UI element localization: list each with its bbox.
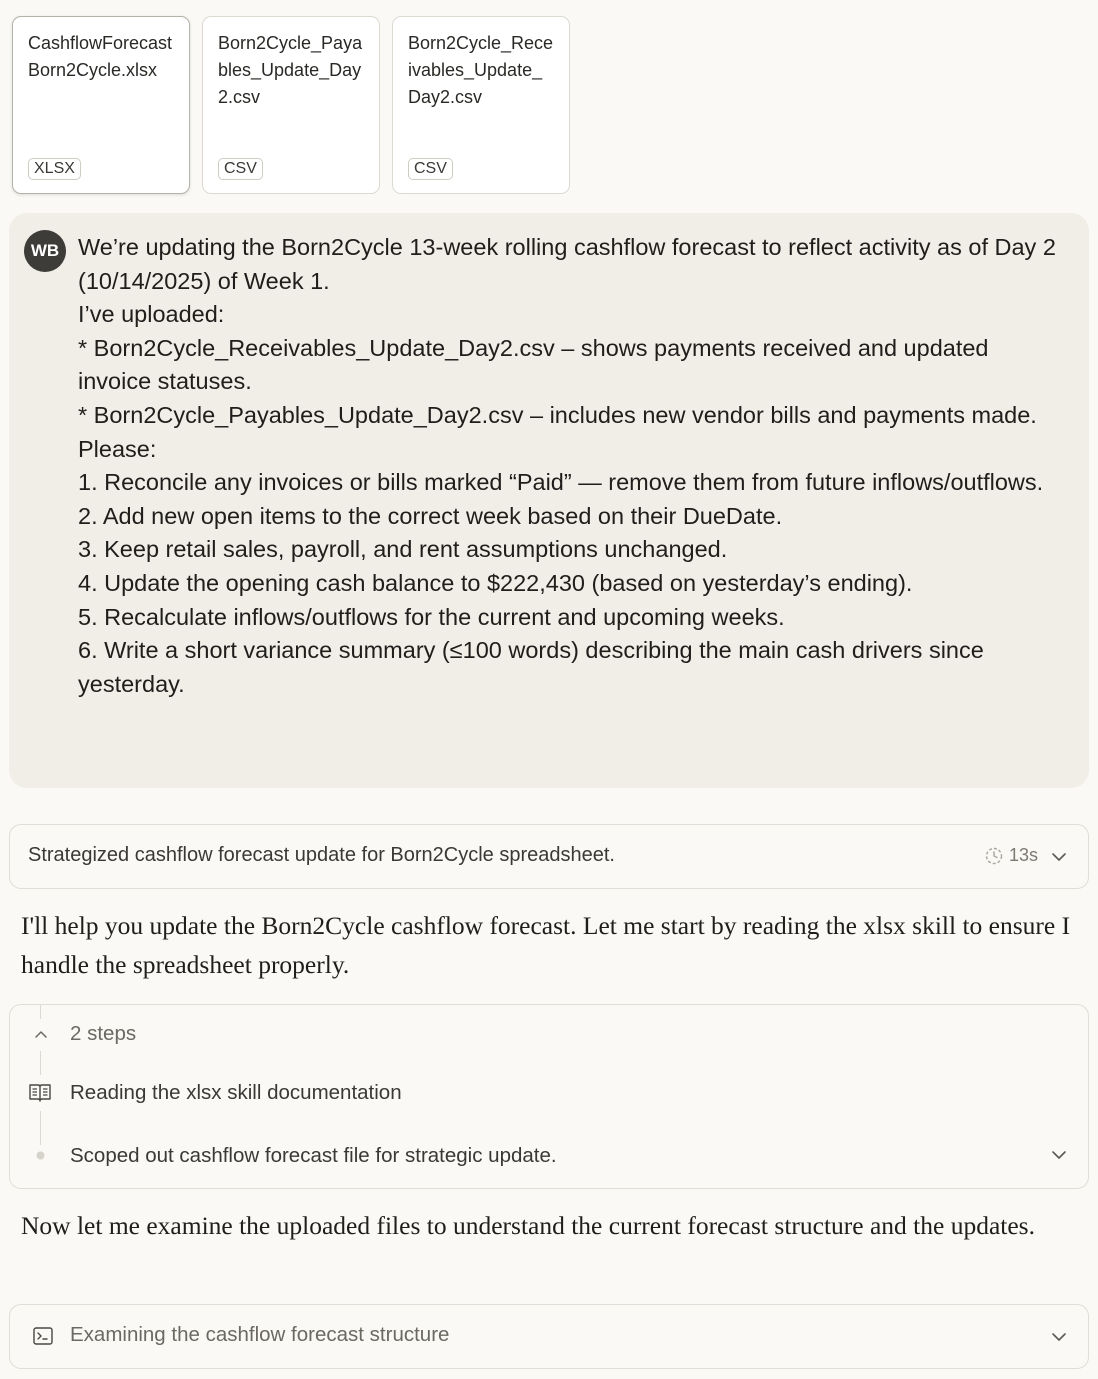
message-line: I’ve uploaded: xyxy=(78,301,225,328)
message-line: 3. Keep retail sales, payroll, and rent assumptions unchanged. xyxy=(78,536,728,563)
file-name: Born2Cycle_Receivables_Update_Day2.csv xyxy=(408,33,554,107)
file-card-xlsx[interactable] xyxy=(12,16,190,194)
file-name: Born2Cycle_Payables_Update_Day2.csv xyxy=(218,33,363,107)
timeline-rail xyxy=(40,1111,41,1145)
message-line: 1. Reconcile any invoices or bills marked “Paid” — remove them from future inflows/outflows. xyxy=(78,469,1044,496)
message-line: 4. Update the opening cash balance to $222,430 (based on yesterday’s ending). xyxy=(78,569,913,596)
thinking-label: Strategized cashflow forecast update for Born2Cycle spreadsheet. xyxy=(28,844,615,866)
message-line: 5. Recalculate inflows/outflows for the current and upcoming weeks. xyxy=(78,603,785,630)
chevron-up-icon[interactable] xyxy=(32,1026,50,1044)
step-scoped-file: Scoped out cashflow forecast file for strategic update. xyxy=(70,1144,557,1167)
clock-icon xyxy=(985,847,1003,865)
tool-call-panel[interactable] xyxy=(9,1304,1089,1369)
avatar: WB xyxy=(24,230,66,272)
message-line: * Born2Cycle_Receivables_Update_Day2.csv – shows payments received and updated invoice statuses. xyxy=(78,334,989,395)
terminal-icon xyxy=(33,1327,53,1345)
message-line: Please: xyxy=(78,435,157,462)
file-type-badge: CSV xyxy=(218,158,263,180)
file-type-badge: XLSX xyxy=(28,158,81,180)
assistant-paragraph: I'll help you update the Born2Cycle cashflow forecast. Let me start by reading the xlsx skill to ensure I handle the spreadsheet properly. xyxy=(21,911,1071,979)
file-name: CashflowForecast Born2Cycle.xlsx xyxy=(28,33,173,80)
book-icon xyxy=(28,1083,52,1103)
user-message-text xyxy=(78,231,1068,701)
chevron-down-icon[interactable] xyxy=(1050,848,1068,866)
step-reading-docs: Reading the xlsx skill documentation xyxy=(70,1081,402,1104)
steps-count[interactable]: 2 steps xyxy=(70,1022,137,1045)
dot-icon xyxy=(36,1151,45,1160)
thinking-summary[interactable] xyxy=(9,824,1089,889)
message-line: * Born2Cycle_Payables_Update_Day2.csv – includes new vendor bills and payments made. xyxy=(78,401,1037,428)
timeline-rail xyxy=(40,1051,41,1075)
chevron-down-icon[interactable] xyxy=(1050,1146,1068,1164)
file-card-receivables[interactable] xyxy=(392,16,570,194)
user-message xyxy=(9,213,1089,788)
timeline-rail xyxy=(40,1005,41,1019)
file-type-badge: CSV xyxy=(408,158,453,180)
attachments-row xyxy=(12,16,570,194)
assistant-paragraph: Now let me examine the uploaded files to understand the current forecast structure and the updates. xyxy=(21,1211,1035,1240)
message-line: We’re updating the Born2Cycle 13-week rolling cashflow forecast to reflect activity as of Day 2 (10/14/2025) of Week 1. xyxy=(78,234,1056,294)
thinking-duration xyxy=(985,845,1038,866)
message-line: 2. Add new open items to the correct week based on their DueDate. xyxy=(78,502,783,529)
tool-call-label: Examining the cashflow forecast structure xyxy=(70,1323,450,1346)
steps-panel xyxy=(9,1004,1089,1189)
file-card-payables[interactable] xyxy=(202,16,380,194)
message-line: 6. Write a short variance summary (≤100 words) describing the main cash drivers since yesterday. xyxy=(78,637,984,697)
thinking-time-text: 13s xyxy=(1008,845,1038,865)
chevron-down-icon[interactable] xyxy=(1050,1328,1068,1346)
